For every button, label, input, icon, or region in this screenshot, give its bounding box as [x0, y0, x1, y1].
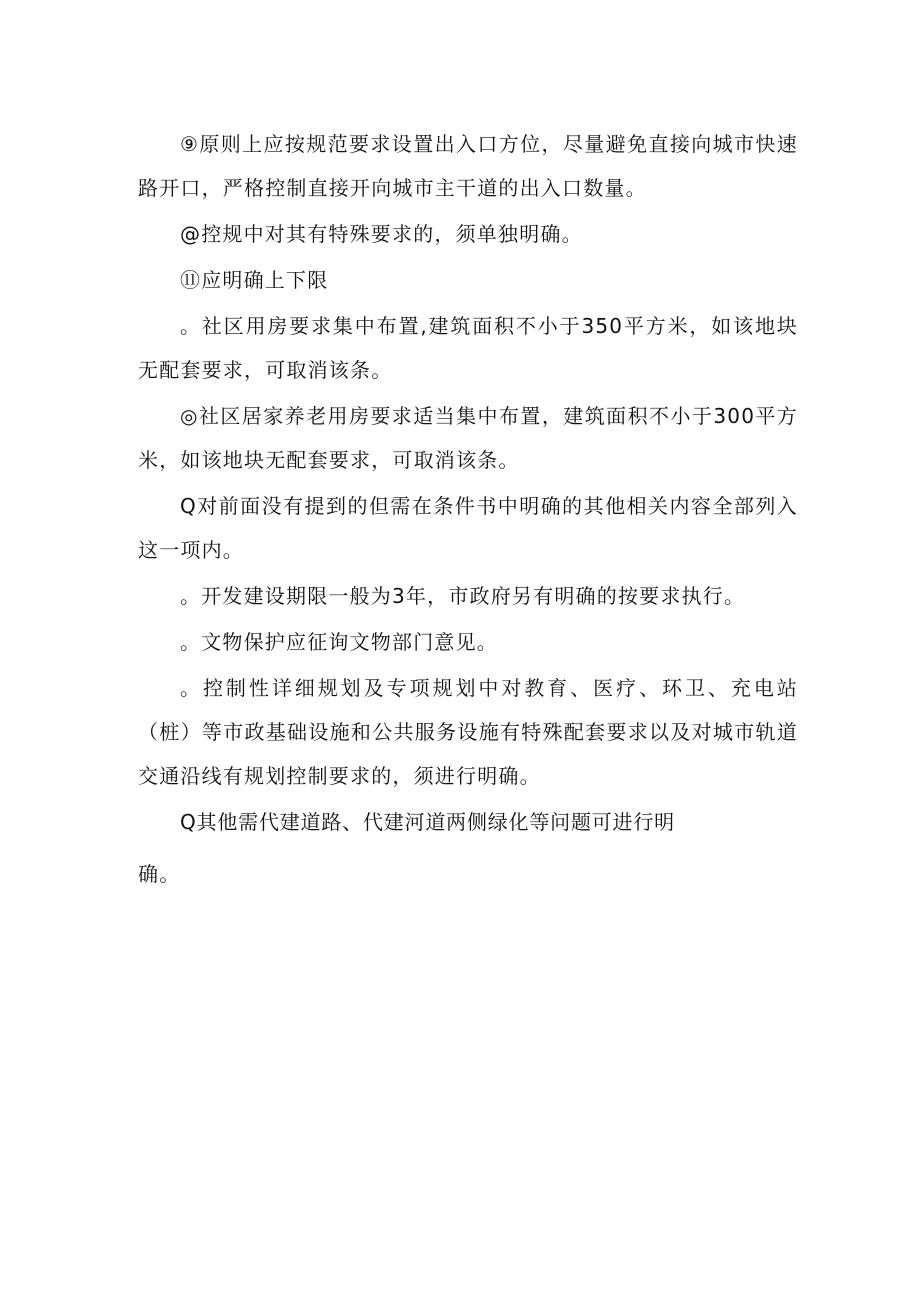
paragraph-special-requirements: @控规中对其有特殊要求的，须单独明确。	[180, 222, 583, 246]
paragraph-entrance-orientation: ⑨原则上应按规范要求设置出入口方位，尽量避免直接向城市快速路开口，严格控制直接开向城市主干道的出入口数量。	[138, 132, 798, 200]
paragraph-community-housing: 。社区用房要求集中布置,建筑面积不小于350平方米，如该地块无配套要求，可取消该条。	[138, 314, 798, 382]
paragraph-other-content: Q对前面没有提到的但需在条件书中明确的其他相关内容全部列入这一项内。	[138, 494, 798, 562]
document-body	[138, 122, 798, 896]
paragraph-upper-lower-limits: ⑪应明确上下限	[180, 268, 329, 292]
paragraph-construction-period: 。开发建设期限一般为3年，市政府另有明确的按要求执行。	[180, 584, 746, 608]
paragraph-heritage-protection: 。文物保护应征询文物部门意见。	[180, 630, 498, 654]
paragraph-other-construction: Q其他需代建道路、代建河道两侧绿化等问题可进行明	[180, 810, 675, 834]
paragraph-elderly-care-housing: ◎社区居家养老用房要求适当集中布置，建筑面积不小于300平方米，如该地块无配套要求，可取消该条。	[138, 404, 798, 472]
paragraph-public-facilities: 。控制性详细规划及专项规划中对教育、医疗、环卫、充电站（桩）等市政基础设施和公共服务设施有特殊配套要求以及对城市轨道交通沿线有规划控制要求的，须进行明确。	[138, 676, 798, 788]
paragraph-continuation: 确。	[138, 862, 181, 886]
